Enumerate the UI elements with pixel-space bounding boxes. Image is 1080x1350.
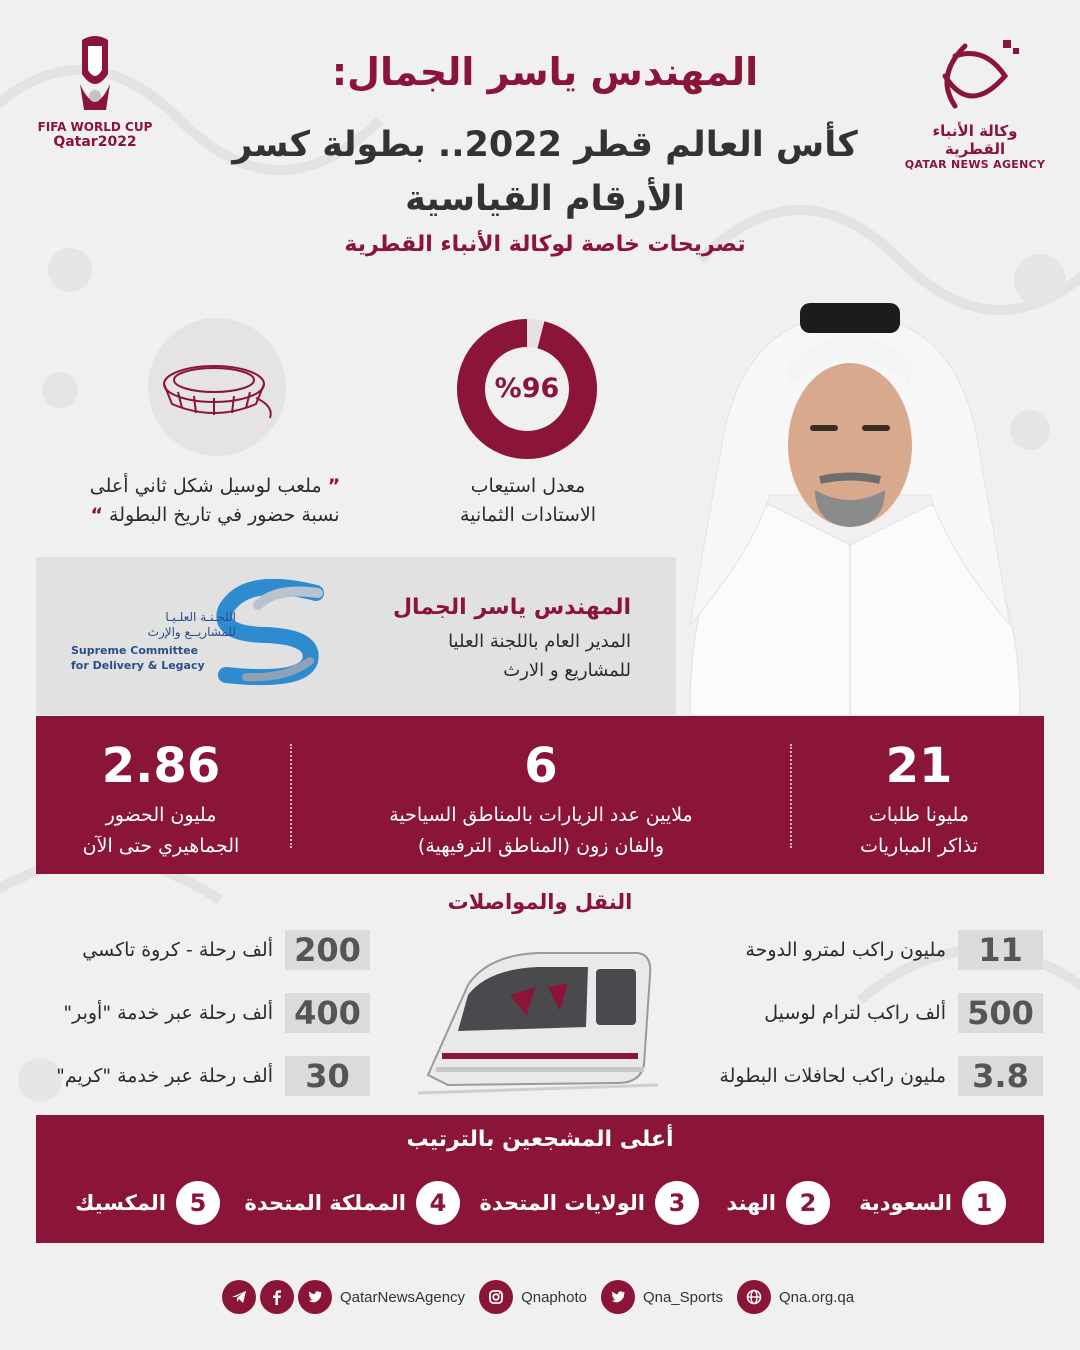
transport-label: ألف رحلة عبر خدمة "أوبر": [63, 1002, 273, 1024]
handle-qna-website[interactable]: Qna.org.qa: [779, 1288, 855, 1306]
supreme-committee-logo-text: [71, 610, 236, 673]
stat-attendance-value: 2.86: [101, 738, 221, 794]
transport-title: النقل والمواصلات: [447, 890, 633, 914]
stat-visits-value: 6: [524, 738, 558, 794]
twitter-icon[interactable]: [601, 1280, 635, 1314]
tagline: تصريحات خاصة لوكالة الأنباء القطرية: [344, 232, 746, 257]
fan-rank-number: 5: [176, 1181, 220, 1225]
telegram-icon[interactable]: [222, 1280, 256, 1314]
fan-rank-country: المكسيك: [75, 1191, 166, 1215]
transport-label: مليون راكب لحافلات البطولة: [719, 1065, 946, 1087]
stat-tickets-value: 21: [885, 738, 953, 794]
transport-value: 11: [958, 930, 1043, 970]
stat-attendance-label-line1: مليون الحضور: [105, 804, 217, 826]
lusail-caption: [50, 472, 380, 530]
person-photo: [650, 295, 1050, 715]
qna-arabic-name: وكالة الأنباء القطرية: [932, 122, 1018, 158]
instagram-icon[interactable]: [479, 1280, 513, 1314]
subtitle-line2: الأرقام القياسية: [405, 179, 685, 219]
fan-rank-country: الهند: [726, 1191, 776, 1215]
open-quote-icon: ”: [327, 475, 341, 497]
fifa-logo-line2: Qatar2022: [53, 134, 137, 150]
twitter-icon[interactable]: [298, 1280, 332, 1314]
subtitle-line1: كأس العالم قطر 2022.. بطولة كسر: [232, 125, 858, 165]
stat-tickets-label: [794, 800, 1044, 862]
qna-logo: [900, 36, 1050, 171]
lusail-caption-line2: نسبة حضور في تاريخ البطولة: [109, 504, 340, 526]
transport-value: 200: [285, 930, 370, 970]
fan-rank-country: الولايات المتحدة: [479, 1191, 645, 1215]
top-fans-band: [36, 1115, 1044, 1243]
fifa-trophy-emblem-icon: [72, 34, 118, 116]
handle-qnaphoto[interactable]: Qnaphoto: [521, 1288, 587, 1306]
close-quote-icon: “: [90, 504, 103, 526]
divider: [790, 744, 792, 848]
transport-label: مليون راكب لمترو الدوحة: [745, 939, 946, 961]
stadium-icon: [148, 318, 286, 456]
fan-rank-number: 3: [655, 1181, 699, 1225]
stat-tickets-label-line2: تذاكر المباريات: [860, 835, 978, 857]
person-card: [36, 557, 676, 715]
fan-rank-number: 4: [416, 1181, 460, 1225]
fan-rank-item: [726, 1181, 830, 1225]
transport-label: ألف راكب لترام لوسيل: [764, 1002, 946, 1024]
stat-attendance-label-line2: الجماهيري حتى الآن: [82, 835, 240, 857]
qna-emblem-icon: [925, 36, 1025, 116]
fan-rank-country: المملكة المتحدة: [244, 1191, 406, 1215]
fan-rank-item: [859, 1181, 1006, 1225]
stat-attendance-label: [36, 800, 286, 862]
stat-visits: [294, 716, 788, 874]
capacity-value: %96: [494, 373, 560, 404]
globe-icon[interactable]: [737, 1280, 771, 1314]
person-role-line2: للمشاريع و الارث: [503, 660, 631, 681]
divider: [290, 744, 292, 848]
handle-qatarnewsagency[interactable]: QatarNewsAgency: [340, 1288, 466, 1306]
stat-tickets: [794, 716, 1044, 874]
facebook-icon[interactable]: [260, 1280, 294, 1314]
capacity-caption-line1: معدل استيعاب: [470, 475, 586, 497]
fan-rank-number: 1: [962, 1181, 1006, 1225]
transport-value: 30: [285, 1056, 370, 1096]
transport-label: ألف رحلة عبر خدمة "كريم": [56, 1065, 273, 1087]
qna-english-name: QATAR NEWS AGENCY: [904, 158, 1046, 171]
fan-rank-number: 2: [786, 1181, 830, 1225]
stat-visits-label-line2: والفان زون (المناطق الترفيهية): [417, 835, 665, 857]
sc-arabic-line1: اللجـنـة العلـيـا: [165, 610, 236, 624]
fifa-logo-line1: FIFA WORLD CUP: [37, 120, 153, 134]
capacity-donut: [456, 318, 598, 460]
stats-band: [36, 716, 1044, 874]
fifa-world-cup-logo: [25, 34, 165, 150]
handle-qna-sports[interactable]: Qna_Sports: [642, 1288, 723, 1306]
fan-rank-item: [75, 1181, 220, 1225]
capacity-caption-line2: الاستادات الثمانية: [459, 504, 596, 526]
sc-english-line2: for Delivery & Legacy: [71, 659, 205, 672]
capacity-caption: [420, 472, 636, 530]
stadium-illustration: [148, 318, 286, 456]
stat-visits-label: [294, 800, 788, 862]
top-fans-title: أعلى المشجعين بالترتيب: [406, 1127, 674, 1152]
fan-rank-item: [480, 1181, 699, 1225]
page-title: المهندس ياسر الجمال:: [331, 50, 759, 94]
stat-tickets-label-line1: مليونا طلبات: [869, 804, 969, 826]
transport-value: 500: [958, 993, 1043, 1033]
person-name: المهندس ياسر الجمال: [392, 595, 631, 620]
stat-attendance: [36, 716, 286, 874]
metro-train-icon: [418, 935, 658, 1095]
stat-visits-label-line1: ملايين عدد الزيارات بالمناطق السياحية: [389, 804, 693, 826]
person-role: [336, 627, 631, 685]
transport-value: 3.8: [958, 1056, 1043, 1096]
person-role-line1: المدير العام باللجنة العليا: [448, 631, 631, 652]
social-footer: [222, 1278, 868, 1316]
lusail-caption-line1: ملعب لوسيل شكل ثاني أعلى: [89, 475, 322, 497]
transport-label: ألف رحلة - كروة تاكسي: [82, 939, 273, 961]
sc-english-line1: Supreme Committee: [71, 644, 199, 657]
fan-rank-item: [245, 1181, 460, 1225]
transport-value: 400: [285, 993, 370, 1033]
page-subtitle: [230, 118, 860, 226]
fan-rank-country: السعودية: [859, 1191, 952, 1215]
sc-arabic-line2: للمشاريــع والإرث: [147, 625, 236, 639]
